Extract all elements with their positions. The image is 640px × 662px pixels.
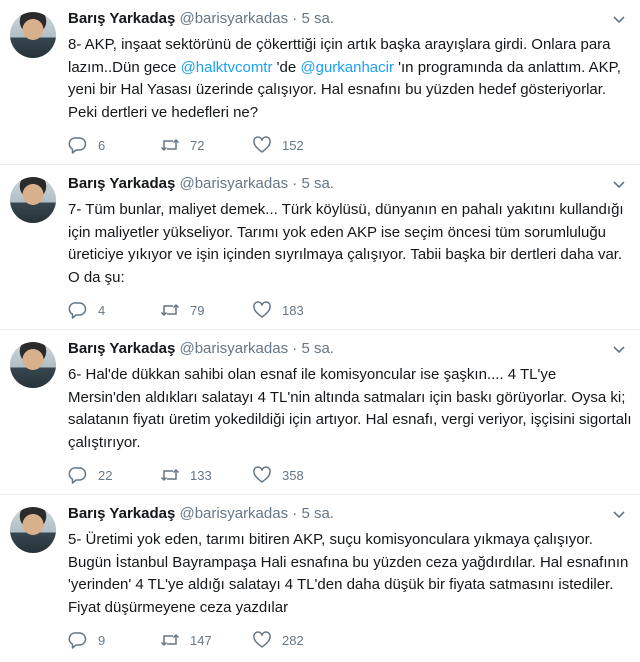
reply-count: 22 [98, 467, 113, 483]
reply-bubble-icon [68, 135, 88, 155]
retweet-button[interactable] [160, 134, 204, 156]
retweet-arrows-icon [160, 135, 180, 155]
tweet-text [68, 199, 632, 289]
reply-button[interactable] [68, 299, 105, 321]
reply-count: 6 [98, 137, 106, 153]
mention-link[interactable]: @halktvcomtr [180, 58, 273, 76]
tweet-text-segment: 5- Üretimi yok eden, tarımı bitiren AKP, suçu komisyonculara yıkmaya çalışıyor. Bugün İstanbul Bayrampaşa Hali esnafına bu yüzden ceza yağdırdılar. Hal esnafının 'yerinden' 4 TL'ye aldığı salatayı 4 TL'den daha düşük bir fiyata satmasını istediler. Fiyat düşürmeyene ceza yazdılar [68, 531, 629, 616]
separator-dot: · [292, 10, 298, 27]
like-button[interactable] [252, 299, 304, 321]
tweet-timestamp[interactable]: 5 sa. [301, 505, 334, 522]
heart-outline-icon [252, 630, 272, 650]
retweet-arrows-icon [160, 300, 180, 320]
reply-bubble-icon [68, 630, 88, 650]
mention-link[interactable]: @gurkanhacir [300, 58, 394, 76]
reply-bubble-icon [68, 465, 88, 485]
heart-outline-icon [252, 465, 272, 485]
tweet-header [68, 340, 610, 360]
heart-outline-icon [252, 135, 272, 155]
retweet-button[interactable] [160, 299, 204, 321]
tweet-text [68, 34, 632, 124]
chevron-down-icon[interactable] [612, 507, 626, 521]
author-name[interactable]: Barış Yarkadaş [68, 175, 176, 192]
author-handle[interactable]: @barisyarkadas [179, 340, 289, 357]
avatar[interactable] [10, 177, 56, 223]
retweet-count: 147 [190, 632, 212, 648]
avatar[interactable] [10, 12, 56, 58]
tweet[interactable] [0, 0, 640, 165]
like-button[interactable] [252, 464, 304, 486]
author-name[interactable]: Barış Yarkadaş [68, 10, 176, 27]
retweet-count: 133 [190, 467, 212, 483]
tweet-text-segment: 7- Tüm bunlar, maliyet demek... Türk köylüsü, dünyanın en pahalı yakıtını kullandığı için maliyetler yükseliyor. Tarımı yok eden AKP ise seçim öncesi tüm sorumluluğu üreticiye yıkıyor ve işin içinden sıyrılmaya çalışıyor. Tabii başka bir dertleri daha var. O da şu: [68, 201, 624, 286]
retweet-button[interactable] [160, 464, 212, 486]
tweet-header [68, 175, 610, 195]
retweet-count: 79 [190, 302, 205, 318]
tweet[interactable] [0, 330, 640, 495]
tweet-text-segment: 8- AKP, inşaat sektörünü de çökerttiği için artık başka arayışlara girdi. Onlara para lazım..Dün gece [68, 36, 611, 76]
retweet-arrows-icon [160, 630, 180, 650]
tweet-timestamp[interactable]: 5 sa. [301, 340, 334, 357]
chevron-down-icon[interactable] [612, 177, 626, 191]
reply-button[interactable] [68, 464, 112, 486]
retweet-arrows-icon [160, 465, 180, 485]
tweet-timestamp[interactable]: 5 sa. [301, 10, 334, 27]
tweet-text-segment: 6- Hal'de dükkan sahibi olan esnaf ile komisyoncular ise şaşkın.... 4 TL'ye Mersin'den aldıkları salatayı 4 TL'nin altında satmaları için baskı görüyorlar. Oysa ki; salatanın fiyatı üretim yokedildiği için artıyor. Hal esnafı, vergi veriyor, işçisini sigortalı çalıştırıyor. [68, 366, 632, 451]
tweet-timestamp[interactable]: 5 sa. [301, 175, 334, 192]
author-handle[interactable]: @barisyarkadas [179, 10, 289, 27]
avatar[interactable] [10, 342, 56, 388]
reply-button[interactable] [68, 629, 105, 651]
tweet-text-segment: 'de [272, 58, 301, 76]
author-name[interactable]: Barış Yarkadaş [68, 340, 176, 357]
reply-bubble-icon [68, 300, 88, 320]
chevron-down-icon[interactable] [612, 12, 626, 26]
chevron-down-icon[interactable] [612, 342, 626, 356]
like-count: 183 [282, 302, 304, 318]
separator-dot: · [292, 505, 298, 522]
tweet[interactable] [0, 165, 640, 330]
author-handle[interactable]: @barisyarkadas [179, 505, 289, 522]
like-count: 282 [282, 632, 304, 648]
author-handle[interactable]: @barisyarkadas [179, 175, 289, 192]
reply-button[interactable] [68, 134, 105, 156]
tweet-header [68, 10, 610, 30]
tweet-header [68, 505, 610, 525]
heart-outline-icon [252, 300, 272, 320]
tweet[interactable] [0, 495, 640, 660]
like-button[interactable] [252, 134, 304, 156]
tweet-text-segment: 'ın programında da anlattım. AKP, yeni bir Hal Yasası üzerinde çalışıyor. Hal esnafını bu yüzden hedef gösteriyorlar. Peki dertleri ve hedefleri ne? [68, 58, 621, 121]
author-name[interactable]: Barış Yarkadaş [68, 505, 176, 522]
separator-dot: · [292, 340, 298, 357]
like-count: 358 [282, 467, 304, 483]
avatar[interactable] [10, 507, 56, 553]
reply-count: 4 [98, 302, 106, 318]
tweet-text [68, 364, 632, 454]
like-count: 152 [282, 137, 304, 153]
tweet-text [68, 529, 632, 619]
retweet-count: 72 [190, 137, 205, 153]
retweet-button[interactable] [160, 629, 212, 651]
reply-count: 9 [98, 632, 106, 648]
like-button[interactable] [252, 629, 304, 651]
separator-dot: · [292, 175, 298, 192]
